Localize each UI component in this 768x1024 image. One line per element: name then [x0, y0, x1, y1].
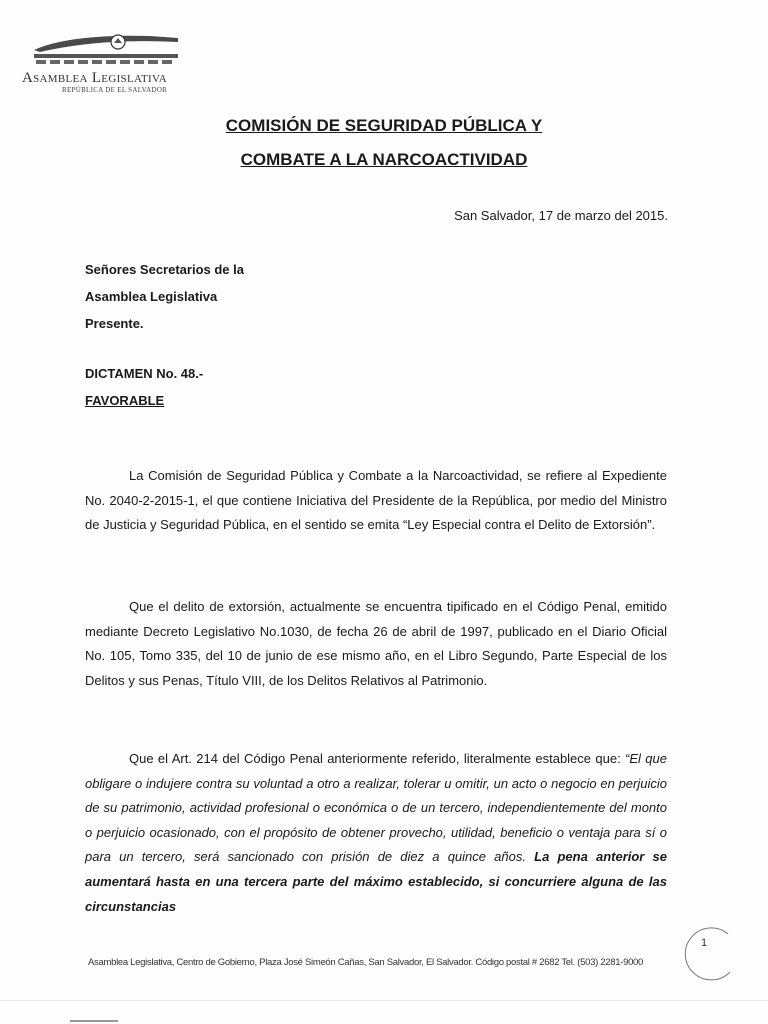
penal-code-quote-aggravation: La pena anterior se aumentará hasta en una tercera parte del máximo establecido, si concurriere alguna de las circunstancias: [85, 849, 667, 914]
addressee-line1: Señores Secretarios de la: [85, 262, 244, 277]
page-edge-divider: [0, 1000, 768, 1001]
commission-title-line1: COMISIÓN DE SEGURIDAD PÚBLICA Y: [225, 116, 543, 135]
footer-address: Asamblea Legislativa, Centro de Gobierno, Plaza José Simeón Cañas, San Salvador, El Salvador. Código postal # 2682 Tel. (503) 2281-9000: [88, 957, 644, 968]
next-page-edge: [70, 1020, 118, 1022]
commission-title-line2: COMBATE A LA NARCOACTIVIDAD: [240, 150, 528, 169]
body-paragraph-3: [85, 747, 667, 919]
dictamen-number: DICTAMEN No. 48.-: [85, 366, 204, 381]
penal-code-quote: “El que obligare o indujere contra su voluntad a otro a realizar, tolerar u omitir, un acto o negocio en perjuicio de su patrimonio, actividad profesional o económica o de un tercero, independientemente del monto o perjuicio ocasionado, con el propósito de obtener provecho, utilidad, beneficio o ventaja para sí o para un tercero, será sancionado con prisión de diez a quince años.: [85, 751, 667, 865]
page-number: 1: [701, 937, 708, 949]
page-number-circle-icon: [678, 926, 738, 982]
body-paragraph-2: Que el delito de extorsión, actualmente se encuentra tipificado en el Código Penal, emitido mediante Decreto Legislativo No.1030, de fecha 26 de abril de 1997, publicado en el Diario Oficial No. 105, Tomo 335, del 10 de junio de ese mismo año, en el Libro Segundo, Parte Especial de los Delitos y sus Penas, Título VIII, de los Delitos Relativos al Patrimonio.: [85, 599, 667, 688]
body-paragraph-1: La Comisión de Seguridad Pública y Combate a la Narcoactividad, se refiere al Expediente No. 2040-2-2015-1, el que contiene Iniciativa del Presidente de la República, por medio del Ministro de Justicia y Seguridad Pública, en el sentido se emita “Ley Especial contra el Delito de Extorsión”.: [85, 468, 667, 533]
addressee-line2: Asamblea Legislativa: [85, 289, 218, 304]
dictamen-status: FAVORABLE: [85, 393, 165, 408]
document-date: San Salvador, 17 de marzo del 2015.: [454, 208, 668, 223]
addressee-line3: Presente.: [85, 316, 144, 331]
assembly-logo: [22, 28, 202, 98]
org-name: Asamblea Legislativa: [22, 70, 168, 86]
paragraph-3-intro: Que el Art. 214 del Código Penal anteriormente referido, literalmente establece que:: [129, 751, 626, 766]
assembly-building-icon: [30, 28, 180, 70]
org-subtitle: REPÚBLICA DE EL SALVADOR: [62, 86, 168, 94]
